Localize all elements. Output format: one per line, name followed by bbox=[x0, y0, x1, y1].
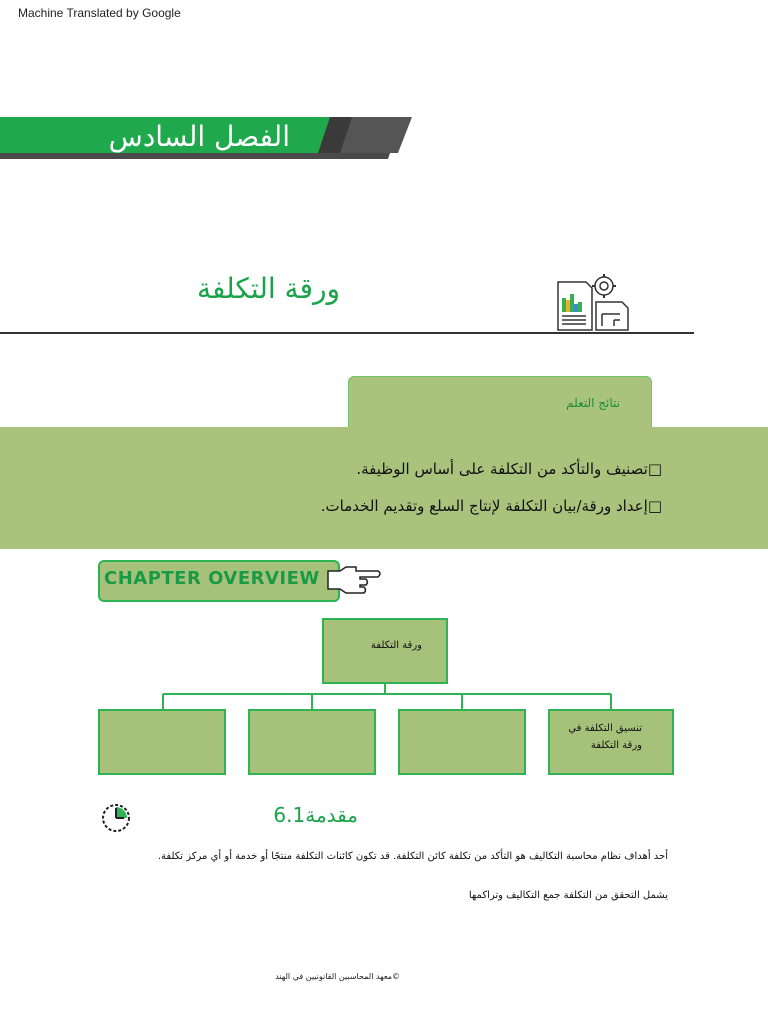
clock-icon bbox=[100, 802, 132, 834]
bullet-icon: □ bbox=[647, 460, 662, 478]
chapter-title: الفصل السادس bbox=[108, 120, 290, 153]
tree-node bbox=[249, 710, 375, 774]
bullet-icon: □ bbox=[647, 497, 662, 515]
chapter-overview-label: CHAPTER OVERVIEW bbox=[104, 568, 320, 589]
section-title: 6.1مقدمة bbox=[273, 803, 358, 827]
learning-outcome-item: □إعداد ورقة/بيان التكلفة لإنتاج السلع وتقديم الخدمات. bbox=[320, 497, 662, 515]
tree-node-label: تنسيق التكلفة في ورقة التكلفة bbox=[568, 723, 642, 751]
learning-outcomes-label: نتائج التعلم bbox=[566, 396, 620, 410]
tree-root-label: ورقة التكلفة bbox=[370, 640, 422, 651]
machine-translated-note: Machine Translated by Google bbox=[18, 6, 181, 20]
pointing-hand-icon bbox=[326, 563, 382, 597]
tree-node-root bbox=[323, 619, 447, 683]
cost-sheet-icon bbox=[552, 270, 632, 334]
tree-node bbox=[99, 710, 225, 774]
intro-paragraph: يشمل التحقق من التكلفة جمع التكاليف وتراكمها bbox=[468, 890, 668, 901]
footer-copyright: ©معهد المحاسبين القانونيين في الهند bbox=[275, 972, 400, 981]
tree-node bbox=[399, 710, 525, 774]
title-divider bbox=[0, 332, 694, 334]
learning-outcomes-panel bbox=[0, 427, 768, 549]
intro-paragraph: أحد أهداف نظام محاسبة التكاليف هو التأكد من تكلفة كائن التكلفة. قد تكون كائنات التكلفة منتجًا أو خدمة أو أي مركز تكلفة. bbox=[157, 851, 668, 862]
learning-outcome-item: □تصنيف والتأكد من التكلفة على أساس الوظيفة. bbox=[356, 460, 662, 478]
overview-tree bbox=[0, 610, 768, 780]
page-title: ورقة التكلفة bbox=[196, 272, 340, 305]
